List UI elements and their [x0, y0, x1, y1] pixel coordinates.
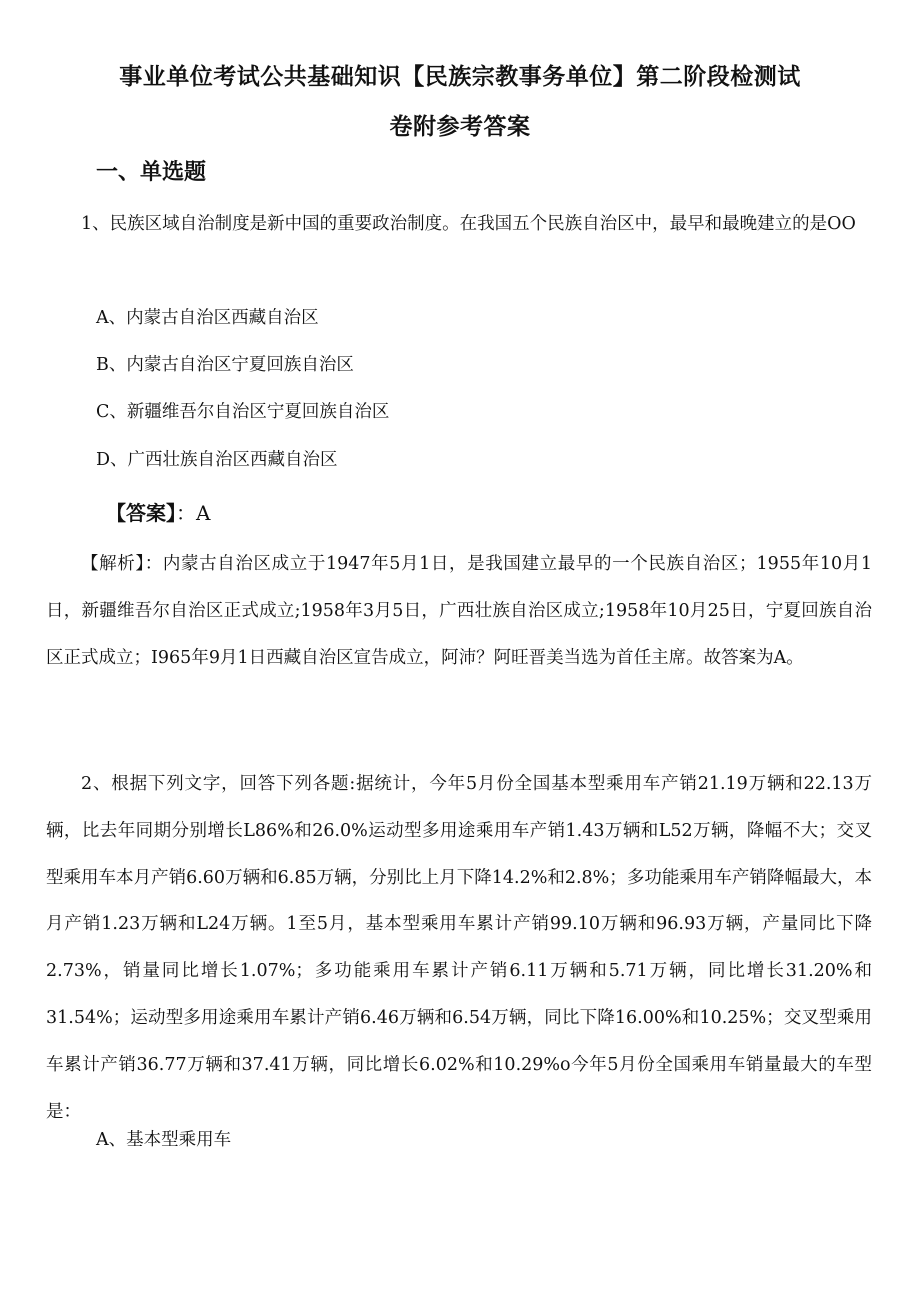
answer-label: 【答案】: [106, 501, 176, 525]
document-title-line-1: 事业单位考试公共基础知识【民族宗教事务单位】第二阶段检测试: [119, 64, 801, 90]
question-1-analysis: 【解析】：内蒙古自治区成立于1947年5月1日，是我国建立最早的一个民族自治区；1955年10月1日，新疆维吾尔自治区正式成立;1958年3月5日，广西壮族自治区成立;1958年10月25日，宁夏回族自治区正式成立；I965年9月1日西藏自治区宣告成立，阿沛？阿旺晋美当选为首任主席。故答案为A。: [46, 554, 872, 668]
question-2-option-a: A、基本型乘用车: [96, 1130, 232, 1150]
question-1-option-b: B、内蒙古自治区宁夏回族自治区: [96, 355, 354, 375]
document-title-line-2: 卷附参考答案: [389, 114, 531, 140]
question-2-text: 2、根据下列文字，回答下列各题:据统计，今年5月份全国基本型乘用车产销21.19万辆和22.13万辆，比去年同期分别增长L86%和26.0%运动型多用途乘用车产销1.43万辆和L52万辆，降幅不大；交叉型乘用车本月产销6.60万辆和6.85万辆，分别比上月下降14.2%和2.8%；多功能乘用车产销降幅最大，本月产销1.23万辆和L24万辆。1至5月，基本型乘用车累计产销99.10万辆和96.93万辆，产量同比下降2.73%，销量同比增长1.07%；多功能乘用车累计产销6.11万辆和5.71万辆，同比增长31.20%和31.54%；运动型多用途乘用车累计产销6.46万辆和6.54万辆，同比下降16.00%和10.25%；交叉型乘用车累计产销36.77万辆和37.41万辆，同比增长6.02%和10.29%o今年5月份全国乘用车销量最大的车型是：: [46, 774, 872, 1122]
question-1-text: 1、民族区域自治制度是新中国的重要政治制度。在我国五个民族自治区中，最早和最晚建立的是OO: [81, 214, 856, 234]
answer-value: ：A: [176, 501, 211, 525]
question-1-option-c: C、新疆维吾尔自治区宁夏回族自治区: [96, 402, 390, 422]
question-1-answer: [106, 497, 210, 529]
section-heading: 一、单选题: [96, 160, 207, 185]
question-1-option-d: D、广西壮族自治区西藏自治区: [96, 450, 338, 470]
question-1-option-a: A、内蒙古自治区西藏自治区: [96, 308, 319, 328]
